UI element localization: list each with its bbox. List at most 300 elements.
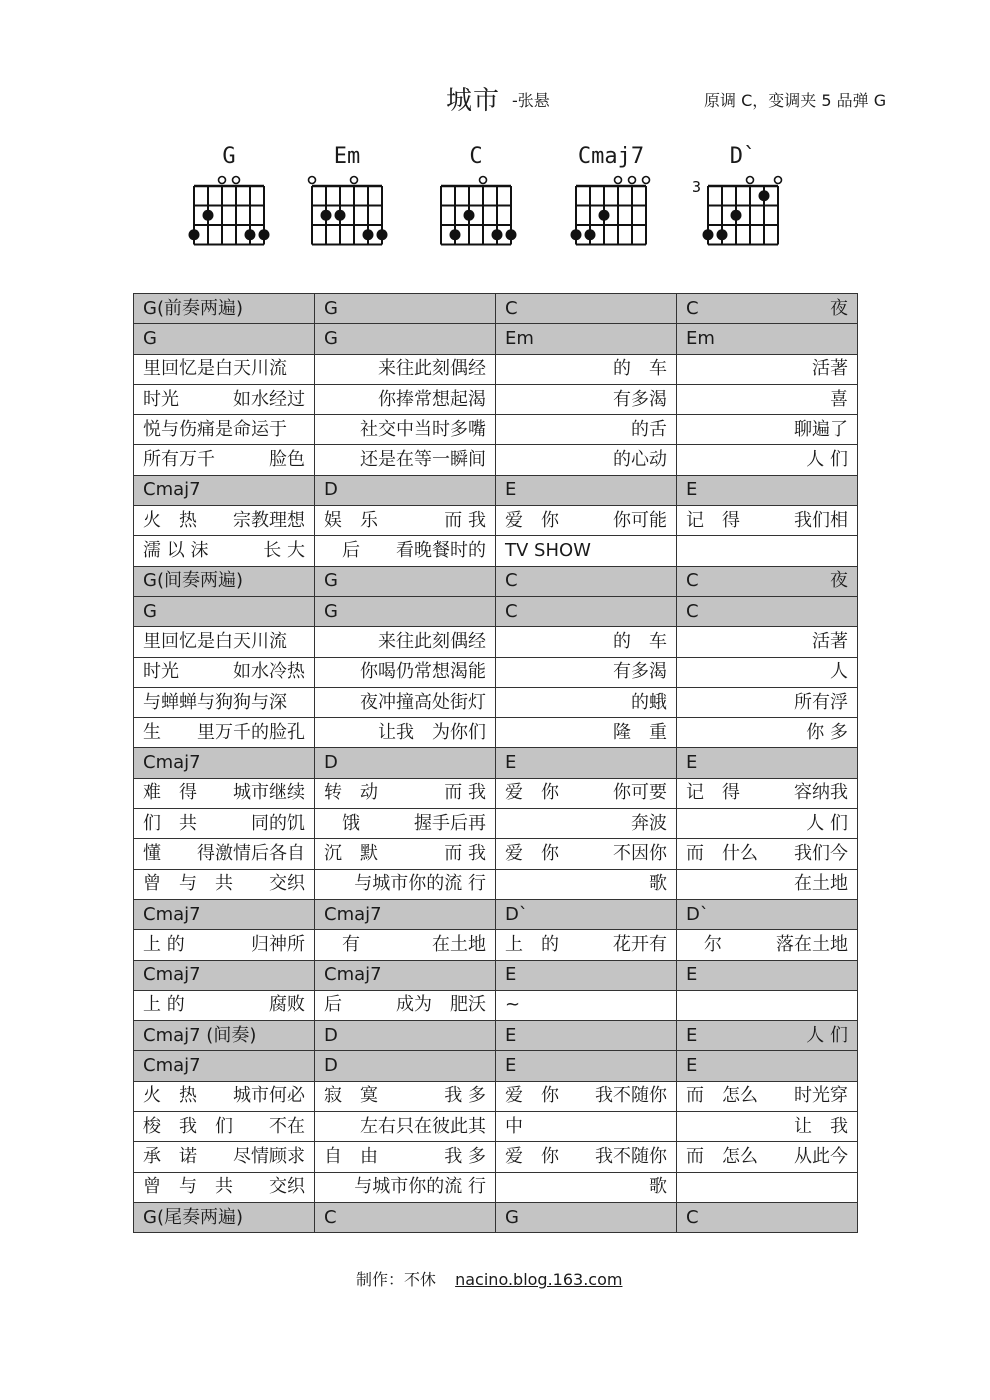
table-cell — [134, 748, 315, 778]
lyric-text: 里万千的脸孔 — [197, 721, 305, 743]
table-cell — [134, 506, 315, 536]
table-cell — [134, 566, 315, 596]
lyric-row — [134, 445, 858, 475]
chord-row — [134, 596, 858, 626]
lyric-text: 人 — [830, 661, 848, 683]
table-cell — [134, 536, 315, 566]
chord-label: G(前奏两遍) — [143, 297, 243, 319]
table-cell — [496, 445, 677, 475]
table-cell — [134, 384, 315, 414]
svg-text:3: 3 — [692, 178, 702, 196]
table-cell — [315, 899, 496, 929]
footer — [356, 1267, 622, 1290]
chord-row — [134, 960, 858, 990]
lyric-text: 自 由 — [324, 1145, 378, 1167]
lyric-text: 宗教理想 — [233, 509, 305, 531]
chord-label: E — [686, 1024, 698, 1046]
chord-row — [134, 475, 858, 505]
chord-label: E — [505, 752, 517, 774]
fretboard-icon — [572, 140, 672, 260]
lyric-row — [134, 990, 858, 1020]
chord-label: G — [143, 327, 157, 349]
lyric-text: 成为 肥沃 — [396, 994, 486, 1016]
chord-row — [134, 294, 858, 324]
lyric-text: 交织 — [269, 873, 305, 895]
table-cell — [134, 899, 315, 929]
lyric-text: 里回忆是白天川流 — [143, 630, 287, 652]
lyric-row — [134, 809, 858, 839]
table-cell — [677, 354, 858, 384]
chord-label: E — [686, 752, 698, 774]
lyric-text: 来往此刻偶经 — [378, 358, 486, 380]
chord-diagram-name: Cmaj7 — [577, 144, 645, 169]
chord-sheet-table — [133, 293, 858, 1233]
table-cell — [496, 506, 677, 536]
table-cell — [134, 930, 315, 960]
lyric-text: 的舌 — [631, 418, 667, 440]
lyric-text: 濡 以 沫 — [143, 540, 209, 562]
fretboard-icon — [437, 140, 537, 260]
lyric-text: 从此今 — [794, 1145, 848, 1167]
table-cell — [677, 718, 858, 748]
table-cell — [677, 657, 858, 687]
chord-label: D — [324, 1055, 338, 1077]
lyric-text: 让我 为你们 — [378, 721, 486, 743]
table-cell — [677, 294, 858, 324]
lyric-text: 有 — [324, 933, 360, 955]
table-cell — [677, 475, 858, 505]
lyric-text: 上 的 — [505, 933, 559, 955]
lyric-text: 落在土地 — [776, 933, 848, 955]
table-cell — [315, 384, 496, 414]
table-cell — [134, 1051, 315, 1081]
table-cell — [496, 718, 677, 748]
table-cell — [677, 1142, 858, 1172]
lyric-text: 在土地 — [432, 933, 486, 955]
table-cell — [496, 1081, 677, 1111]
lyric-text: 你捧常想起渴 — [378, 388, 486, 410]
lyric-text: 火 热 — [143, 1085, 197, 1107]
table-cell — [315, 1202, 496, 1232]
table-cell — [496, 384, 677, 414]
table-cell — [315, 475, 496, 505]
table-cell — [315, 748, 496, 778]
lyric-text: 们 共 — [143, 812, 197, 834]
lyric-text: 隆 重 — [613, 721, 667, 743]
chord-label: G — [324, 600, 338, 622]
lyric-row — [134, 657, 858, 687]
table-cell — [496, 1202, 677, 1232]
table-cell — [677, 687, 858, 717]
table-cell — [134, 445, 315, 475]
lyric-text: 爱 你 — [505, 842, 559, 864]
lyric-text: 不在 — [269, 1115, 305, 1137]
lyric-text: 我 多 — [444, 1085, 486, 1107]
table-cell — [677, 1051, 858, 1081]
lyric-row — [134, 536, 858, 566]
lyric-text: 我不随你 — [595, 1145, 667, 1167]
table-cell — [677, 1081, 858, 1111]
lyric-row — [134, 930, 858, 960]
lyric-text: 城市何必 — [233, 1085, 305, 1107]
table-cell — [315, 415, 496, 445]
table-cell — [134, 687, 315, 717]
lyric-text: 尽情顾求 — [233, 1145, 305, 1167]
table-cell — [677, 536, 858, 566]
lyric-text: 聊遍了 — [794, 418, 848, 440]
table-cell — [315, 809, 496, 839]
lyric-text: 而 我 — [444, 842, 486, 864]
table-cell — [134, 809, 315, 839]
lyric-text: 让 我 — [794, 1115, 848, 1137]
lyric-text: 我们今 — [794, 842, 848, 864]
lyric-text: 火 热 — [143, 509, 197, 531]
chord-label: E — [505, 1055, 517, 1077]
lyric-text: 饿 — [324, 812, 360, 834]
lyric-text: 歌 — [649, 873, 667, 895]
lyric-text: 与蝉蝉与狗狗与深 — [143, 691, 287, 713]
lyric-text: 归神所 — [251, 933, 305, 955]
table-cell — [315, 839, 496, 869]
table-cell — [134, 1112, 315, 1142]
lyric-text: 夜 — [830, 570, 848, 592]
lyric-text: 长 大 — [263, 540, 305, 562]
chord-label: Em — [505, 327, 534, 349]
lyric-text: 爱 你 — [505, 1145, 559, 1167]
lyric-text: 寂 寞 — [324, 1085, 378, 1107]
chord-row — [134, 566, 858, 596]
table-cell — [134, 475, 315, 505]
lyric-text: 承 诺 — [143, 1145, 197, 1167]
lyric-row — [134, 627, 858, 657]
table-cell — [315, 687, 496, 717]
table-cell — [134, 294, 315, 324]
lyric-text: 社交中当时多嘴 — [360, 418, 486, 440]
table-cell — [496, 687, 677, 717]
chord-diagram-name: G — [222, 144, 236, 169]
table-cell — [496, 596, 677, 626]
lyric-row — [134, 354, 858, 384]
chord-diagram-name: D` — [729, 144, 757, 169]
lyric-text: 还是在等一瞬间 — [360, 449, 486, 471]
table-cell — [134, 596, 315, 626]
lyric-text: 你可要 — [613, 782, 667, 804]
lyric-text: 尔 — [686, 933, 722, 955]
table-cell — [496, 990, 677, 1020]
lyric-text: 我不随你 — [595, 1085, 667, 1107]
table-cell — [496, 869, 677, 899]
chord-label: C — [686, 1206, 699, 1228]
table-cell — [315, 657, 496, 687]
lyric-text: 我 多 — [444, 1145, 486, 1167]
lyric-text: 爱 你 — [505, 782, 559, 804]
chord-row — [134, 748, 858, 778]
lyric-text: 转 动 — [324, 782, 378, 804]
table-cell — [315, 1172, 496, 1202]
chord-label: Em — [686, 327, 715, 349]
chord-label: Cmaj7 — [143, 479, 201, 501]
chord-label: E — [505, 1024, 517, 1046]
table-cell — [496, 960, 677, 990]
lyric-text: 人 们 — [806, 449, 848, 471]
chord-label: G — [324, 297, 338, 319]
lyric-text: 上 的 — [143, 933, 185, 955]
table-cell — [496, 657, 677, 687]
chord-row — [134, 1202, 858, 1232]
table-cell — [134, 627, 315, 657]
lyric-row — [134, 869, 858, 899]
lyric-text: 如水经过 — [233, 388, 305, 410]
lyric-text: 而 怎么 — [686, 1145, 758, 1167]
table-cell — [677, 1172, 858, 1202]
lyric-text: 娱 乐 — [324, 509, 378, 531]
table-cell — [677, 930, 858, 960]
table-cell — [134, 415, 315, 445]
table-cell — [134, 869, 315, 899]
footer-credit: 制作：不休 — [356, 1270, 437, 1289]
lyric-row — [134, 839, 858, 869]
lyric-text: 你 多 — [806, 721, 848, 743]
lyric-text: 后 — [324, 994, 342, 1016]
lyric-text: TV SHOW — [505, 540, 591, 562]
table-cell — [677, 899, 858, 929]
chord-label: E — [505, 479, 517, 501]
chord-row — [134, 1051, 858, 1081]
chord-diagram-name: C — [469, 144, 483, 169]
table-cell — [315, 778, 496, 808]
table-cell — [677, 778, 858, 808]
table-cell — [677, 1202, 858, 1232]
table-cell — [496, 899, 677, 929]
lyric-text: 的心动 — [613, 449, 667, 471]
chord-label: E — [686, 964, 698, 986]
table-cell — [134, 657, 315, 687]
table-cell — [315, 1021, 496, 1051]
lyric-text: 歌 — [649, 1176, 667, 1198]
table-cell — [134, 324, 315, 354]
lyric-row — [134, 778, 858, 808]
table-cell — [134, 1142, 315, 1172]
lyric-text: 得激情后各自 — [197, 842, 305, 864]
chord-label: D — [324, 479, 338, 501]
key-info: 原调 C，变调夹 5 品弹 G — [704, 91, 887, 110]
chord-label: C — [686, 570, 699, 592]
table-cell — [315, 1112, 496, 1142]
table-cell — [496, 354, 677, 384]
lyric-text: 时光穿 — [794, 1085, 848, 1107]
table-cell — [677, 596, 858, 626]
lyric-text: 而 我 — [444, 782, 486, 804]
table-cell — [315, 869, 496, 899]
table-cell — [496, 1112, 677, 1142]
chord-label: Cmaj7 — [324, 903, 382, 925]
table-cell — [134, 1021, 315, 1051]
chord-label: Cmaj7 — [324, 964, 382, 986]
lyric-text: 所有浮 — [794, 691, 848, 713]
table-cell — [496, 930, 677, 960]
table-cell — [315, 596, 496, 626]
table-cell — [677, 748, 858, 778]
lyric-text: 在土地 — [794, 873, 848, 895]
footer-link[interactable]: nacino.blog.163.com — [455, 1270, 623, 1289]
table-cell — [677, 415, 858, 445]
table-cell — [677, 869, 858, 899]
table-cell — [134, 960, 315, 990]
lyric-text: 同的饥 — [251, 812, 305, 834]
table-cell — [677, 324, 858, 354]
table-cell — [315, 718, 496, 748]
lyric-text: 时光 — [143, 661, 179, 683]
lyric-text: 时光 — [143, 388, 179, 410]
chord-label: G(尾奏两遍) — [143, 1206, 243, 1228]
chord-label: E — [505, 964, 517, 986]
table-cell — [496, 778, 677, 808]
fretboard-icon — [692, 140, 804, 260]
chord-label: C — [505, 297, 518, 319]
table-cell — [677, 1112, 858, 1142]
lyric-row — [134, 687, 858, 717]
lyric-text: 懂 — [143, 842, 161, 864]
chord-label: C — [324, 1206, 337, 1228]
chord-label: Cmaj7 — [143, 964, 201, 986]
chord-label: G — [505, 1206, 519, 1228]
chord-label: D` — [505, 903, 528, 925]
lyric-text: 与城市你的流 行 — [354, 1176, 486, 1198]
table-cell — [134, 354, 315, 384]
lyric-text: 花开有 — [613, 933, 667, 955]
table-cell — [315, 990, 496, 1020]
table-cell — [677, 839, 858, 869]
lyric-row — [134, 384, 858, 414]
table-cell — [677, 506, 858, 536]
chord-label: Cmaj7 (间奏) — [143, 1024, 257, 1046]
lyric-row — [134, 415, 858, 445]
lyric-text: 梭 我 们 — [143, 1115, 233, 1137]
table-cell — [496, 475, 677, 505]
chord-label: Cmaj7 — [143, 752, 201, 774]
lyric-text: 不因你 — [613, 842, 667, 864]
song-title: 城市 — [446, 86, 501, 116]
lyric-text: 你可能 — [613, 509, 667, 531]
table-cell — [134, 990, 315, 1020]
lyric-text: 记 得 — [686, 782, 740, 804]
table-cell — [496, 748, 677, 778]
table-cell — [315, 506, 496, 536]
table-cell — [677, 809, 858, 839]
chord-label: Cmaj7 — [143, 1055, 201, 1077]
table-cell — [496, 1172, 677, 1202]
lyric-text: 你喝仍常想渴能 — [360, 661, 486, 683]
lyric-row — [134, 1081, 858, 1111]
chord-label: C — [686, 600, 699, 622]
table-cell — [496, 1142, 677, 1172]
chord-diagrams — [0, 140, 990, 260]
chord-row — [134, 899, 858, 929]
lyric-text: 看晚餐时的 — [396, 540, 486, 562]
chord-label: Cmaj7 — [143, 903, 201, 925]
lyric-text: 夜 — [830, 297, 848, 319]
lyric-text: 后 — [324, 540, 360, 562]
table-cell — [134, 839, 315, 869]
lyric-text: 的蛾 — [631, 691, 667, 713]
table-cell — [496, 324, 677, 354]
lyric-text: 生 — [143, 721, 161, 743]
table-cell — [677, 990, 858, 1020]
table-cell — [315, 354, 496, 384]
table-cell — [134, 1081, 315, 1111]
table-cell — [677, 384, 858, 414]
chord-label: G — [324, 327, 338, 349]
lyric-row — [134, 506, 858, 536]
lyric-row — [134, 718, 858, 748]
table-cell — [315, 1051, 496, 1081]
lyric-text: 腐败 — [269, 994, 305, 1016]
table-cell — [496, 839, 677, 869]
table-cell — [496, 1051, 677, 1081]
lyric-text: 中 — [505, 1115, 523, 1137]
lyric-text: 活著 — [812, 358, 848, 380]
lyric-text: 而 怎么 — [686, 1085, 758, 1107]
table-cell — [315, 566, 496, 596]
lyric-text: ~ — [505, 994, 521, 1016]
lyric-row — [134, 1142, 858, 1172]
table-cell — [677, 627, 858, 657]
lyric-text: 上 的 — [143, 994, 185, 1016]
chord-label: G(间奏两遍) — [143, 570, 243, 592]
lyric-text: 喜 — [830, 388, 848, 410]
lyric-text: 城市继续 — [233, 782, 305, 804]
chord-label: C — [505, 600, 518, 622]
lyric-text: 如水冷热 — [233, 661, 305, 683]
artist-name: -张悬 — [512, 91, 550, 110]
chord-label: E — [686, 1055, 698, 1077]
lyric-text: 来往此刻偶经 — [378, 630, 486, 652]
table-cell — [315, 930, 496, 960]
table-cell — [315, 445, 496, 475]
table-cell — [134, 718, 315, 748]
chord-label: G — [324, 570, 338, 592]
lyric-text: 左右只在彼此其 — [360, 1115, 486, 1137]
lyric-text: 我们相 — [794, 509, 848, 531]
table-cell — [315, 1081, 496, 1111]
chord-label: C — [505, 570, 518, 592]
chord-label: C — [686, 297, 699, 319]
lyric-text: 曾 与 共 — [143, 1176, 233, 1198]
table-cell — [496, 294, 677, 324]
lyric-text: 爱 你 — [505, 1085, 559, 1107]
table-cell — [496, 536, 677, 566]
table-cell — [496, 415, 677, 445]
lyric-text: 人 们 — [806, 1024, 848, 1046]
lyric-text: 的 车 — [613, 630, 667, 652]
table-cell — [496, 809, 677, 839]
table-cell — [496, 566, 677, 596]
table-cell — [677, 566, 858, 596]
lyric-text: 的 车 — [613, 358, 667, 380]
lyric-text: 奔波 — [631, 812, 667, 834]
lyric-text: 人 们 — [806, 812, 848, 834]
lyric-text: 里回忆是白天川流 — [143, 358, 287, 380]
lyric-text: 沉 默 — [324, 842, 378, 864]
lyric-text: 活著 — [812, 630, 848, 652]
table-cell — [677, 1021, 858, 1051]
lyric-text: 脸色 — [269, 449, 305, 471]
chord-label: D — [324, 752, 338, 774]
lyric-text: 悦与伤痛是命运于 — [143, 418, 287, 440]
table-cell — [315, 324, 496, 354]
table-cell — [315, 627, 496, 657]
table-cell — [677, 445, 858, 475]
